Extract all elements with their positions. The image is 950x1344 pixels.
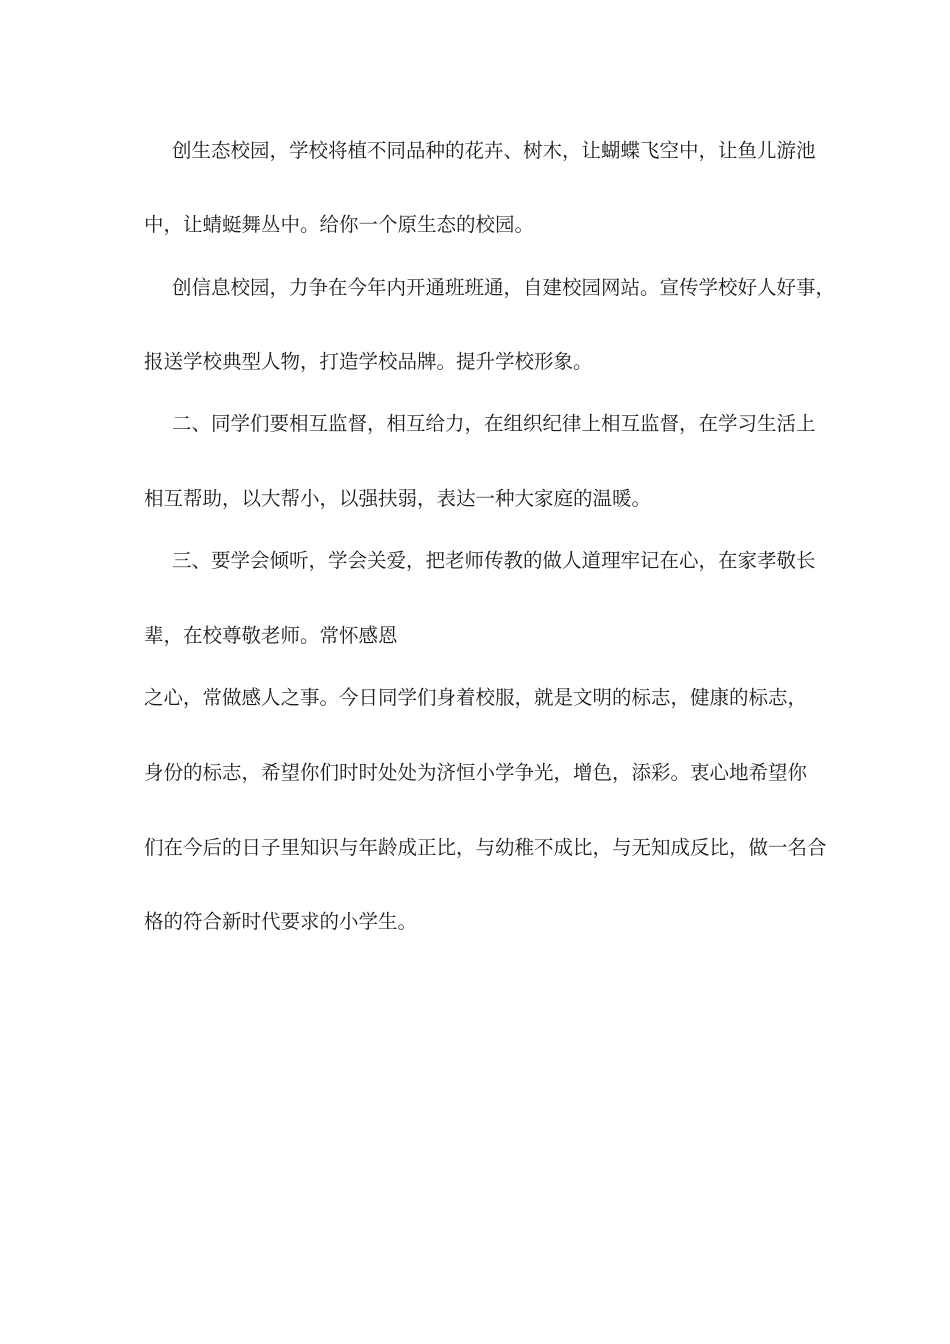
paragraph-section-three-line-3: 之心，常做感人之事。今日同学们身着校服，就是文明的标志，健康的标志， [144,686,808,709]
paragraph-eco-campus-line-2: 中，让蜻蜓舞丛中。给你一个原生态的校园。 [144,213,535,236]
paragraph-section-three-line-2: 辈，在校尊敬老师。常怀感恩 [144,624,398,647]
paragraph-section-three-line-6: 格的符合新时代要求的小学生。 [144,910,418,933]
paragraph-section-three-line-4: 身份的标志，希望你们时时处处为济恒小学争光，增色，添彩。衷心地希望你 [144,761,808,784]
paragraph-eco-campus-line-1: 创生态校园，学校将植不同品种的花卉、树木，让蝴蝶飞空中，让鱼儿游池 [172,139,816,162]
paragraph-section-two-line-2: 相互帮助，以大帮小，以强扶弱，表达一种大家庭的温暖。 [144,487,652,510]
paragraph-section-three-line-5: 们在今后的日子里知识与年龄成正比，与幼稚不成比，与无知成反比，做一名合 [144,836,827,859]
paragraph-info-campus-line-2: 报送学校典型人物，打造学校品牌。提升学校形象。 [144,350,593,373]
paragraph-section-three-line-1: 三、要学会倾听，学会关爱，把老师传教的做人道理牢记在心，在家孝敬长 [172,549,816,572]
paragraph-info-campus-line-1: 创信息校园，力争在今年内开通班班通，自建校园网站。宣传学校好人好事， [172,276,836,299]
paragraph-section-two-line-1: 二、同学们要相互监督，相互给力，在组织纪律上相互监督，在学习生活上 [172,412,816,435]
